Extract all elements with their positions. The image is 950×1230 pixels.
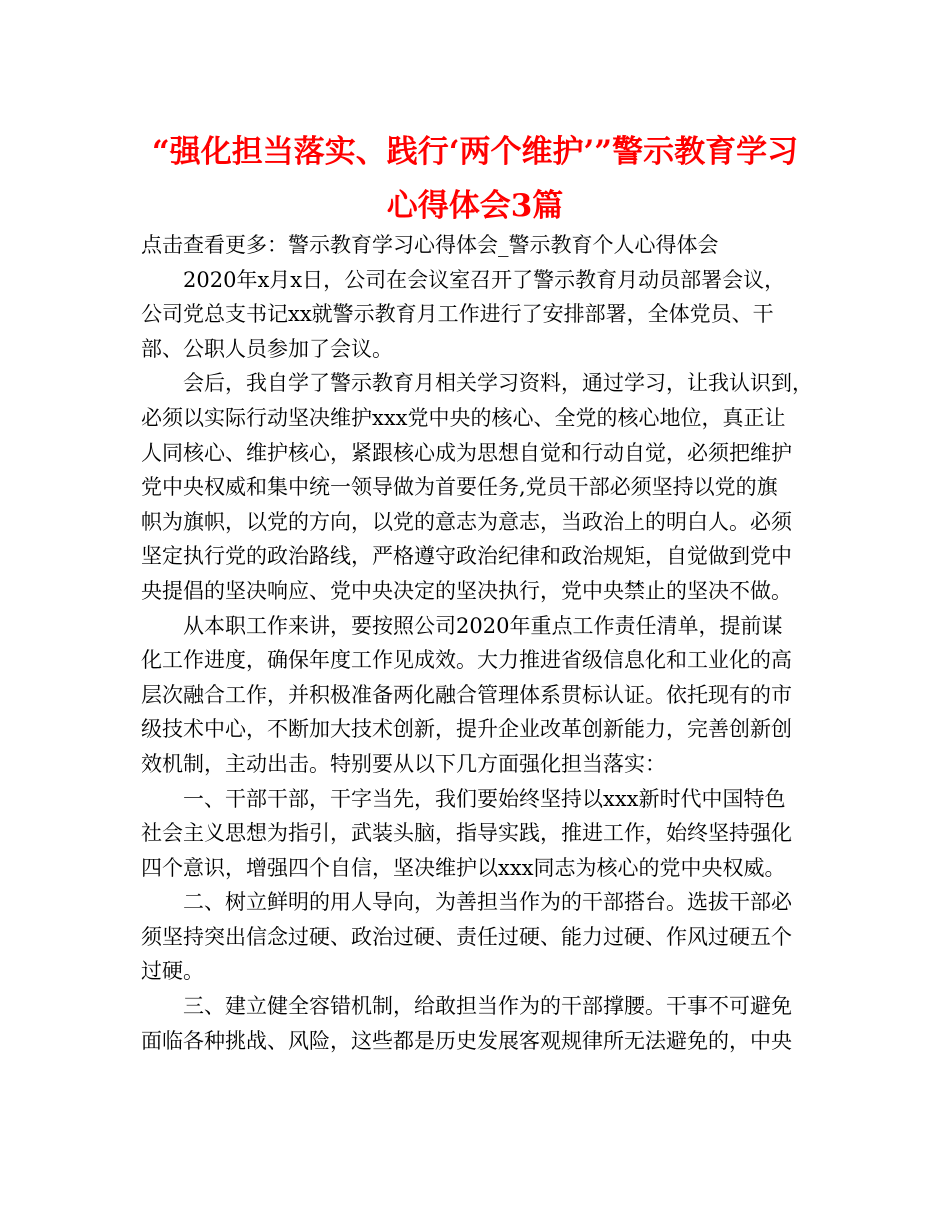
body-text-line: 人同核心、维护核心，紧跟核心成为思想自觉和行动自觉，必须把维护 — [141, 440, 792, 465]
body-text-line: 2020年x月x日，公司在会议室召开了警示教育月动员部署会议， — [183, 267, 786, 292]
body-text-line: 级技术中心，不断加大技术创新，提升企业改革创新能力，完善创新创 — [141, 717, 792, 742]
body-text-line: 央提倡的坚决响应、党中央决定的坚决执行，党中央禁止的坚决不做。 — [141, 578, 792, 603]
body-text-line: 社会主义思想为指引，武装头脑，指导实践，推进工作，始终坚持强化 — [141, 821, 792, 846]
body-text-line: 须坚持突出信念过硬、政治过硬、责任过硬、能力过硬、作风过硬五个 — [141, 924, 792, 949]
body-text-line: 效机制，主动出击。特别要从以下几方面强化担当落实： — [141, 751, 666, 776]
body-text-line: 层次融合工作，并积极准备两化融合管理体系贯标认证。依托现有的市 — [141, 682, 792, 707]
body-text-line: 一、干部干部，干字当先，我们要始终坚持以xxx新时代中国特色 — [183, 786, 786, 811]
body-text-line: 三、建立健全容错机制，给敢担当作为的干部撑腰。干事不可避免 — [183, 994, 792, 1019]
body-text-line: 从本职工作来讲，要按照公司2020年重点工作责任清单，提前谋 — [183, 613, 783, 638]
document-title-line-2: 心得体会3篇 — [386, 188, 564, 224]
body-text-line: 过硬。 — [141, 959, 204, 984]
body-text-line: 二、树立鲜明的用人导向，为善担当作为的干部搭台。选拔干部必 — [183, 890, 792, 915]
document-body — [141, 228, 821, 1058]
document-title-line-1: “强化担当落实、践行‘两个维护’”警示教育学习 — [151, 134, 799, 170]
body-text-line: 部、公职人员参加了会议。 — [141, 336, 393, 361]
body-text-line: 四个意识，增强四个自信，坚决维护以xxx同志为核心的党中央权威。 — [141, 855, 786, 880]
body-text-line: 面临各种挑战、风险，这些都是历史发展客观规律所无法避免的，中央 — [141, 1028, 792, 1053]
body-text-line: 必须以实际行动坚决维护xxx党中央的核心、全党的核心地位，真正让 — [141, 405, 786, 430]
body-text-line: 坚定执行党的政治路线，严格遵守政治纪律和政治规矩，自觉做到党中 — [141, 544, 792, 569]
body-text-line: 会后，我自学了警示教育月相关学习资料，通过学习，让我认识到， — [183, 371, 813, 396]
body-text-line: 点击查看更多：警示教育学习心得体会_警示教育个人心得体会 — [141, 233, 719, 257]
body-text-line: 化工作进度，确保年度工作见成效。大力推进省级信息化和工业化的高 — [141, 648, 792, 673]
body-text-line: 帜为旗帜，以党的方向，以党的意志为意志，当政治上的明白人。必须 — [141, 509, 792, 534]
body-text-line: 公司党总支书记xx就警示教育月工作进行了安排部署，全体党员、干 — [141, 302, 774, 327]
body-text-line: 党中央权威和集中统一领导做为首要任务,党员干部必须坚持以党的旗 — [141, 475, 778, 500]
